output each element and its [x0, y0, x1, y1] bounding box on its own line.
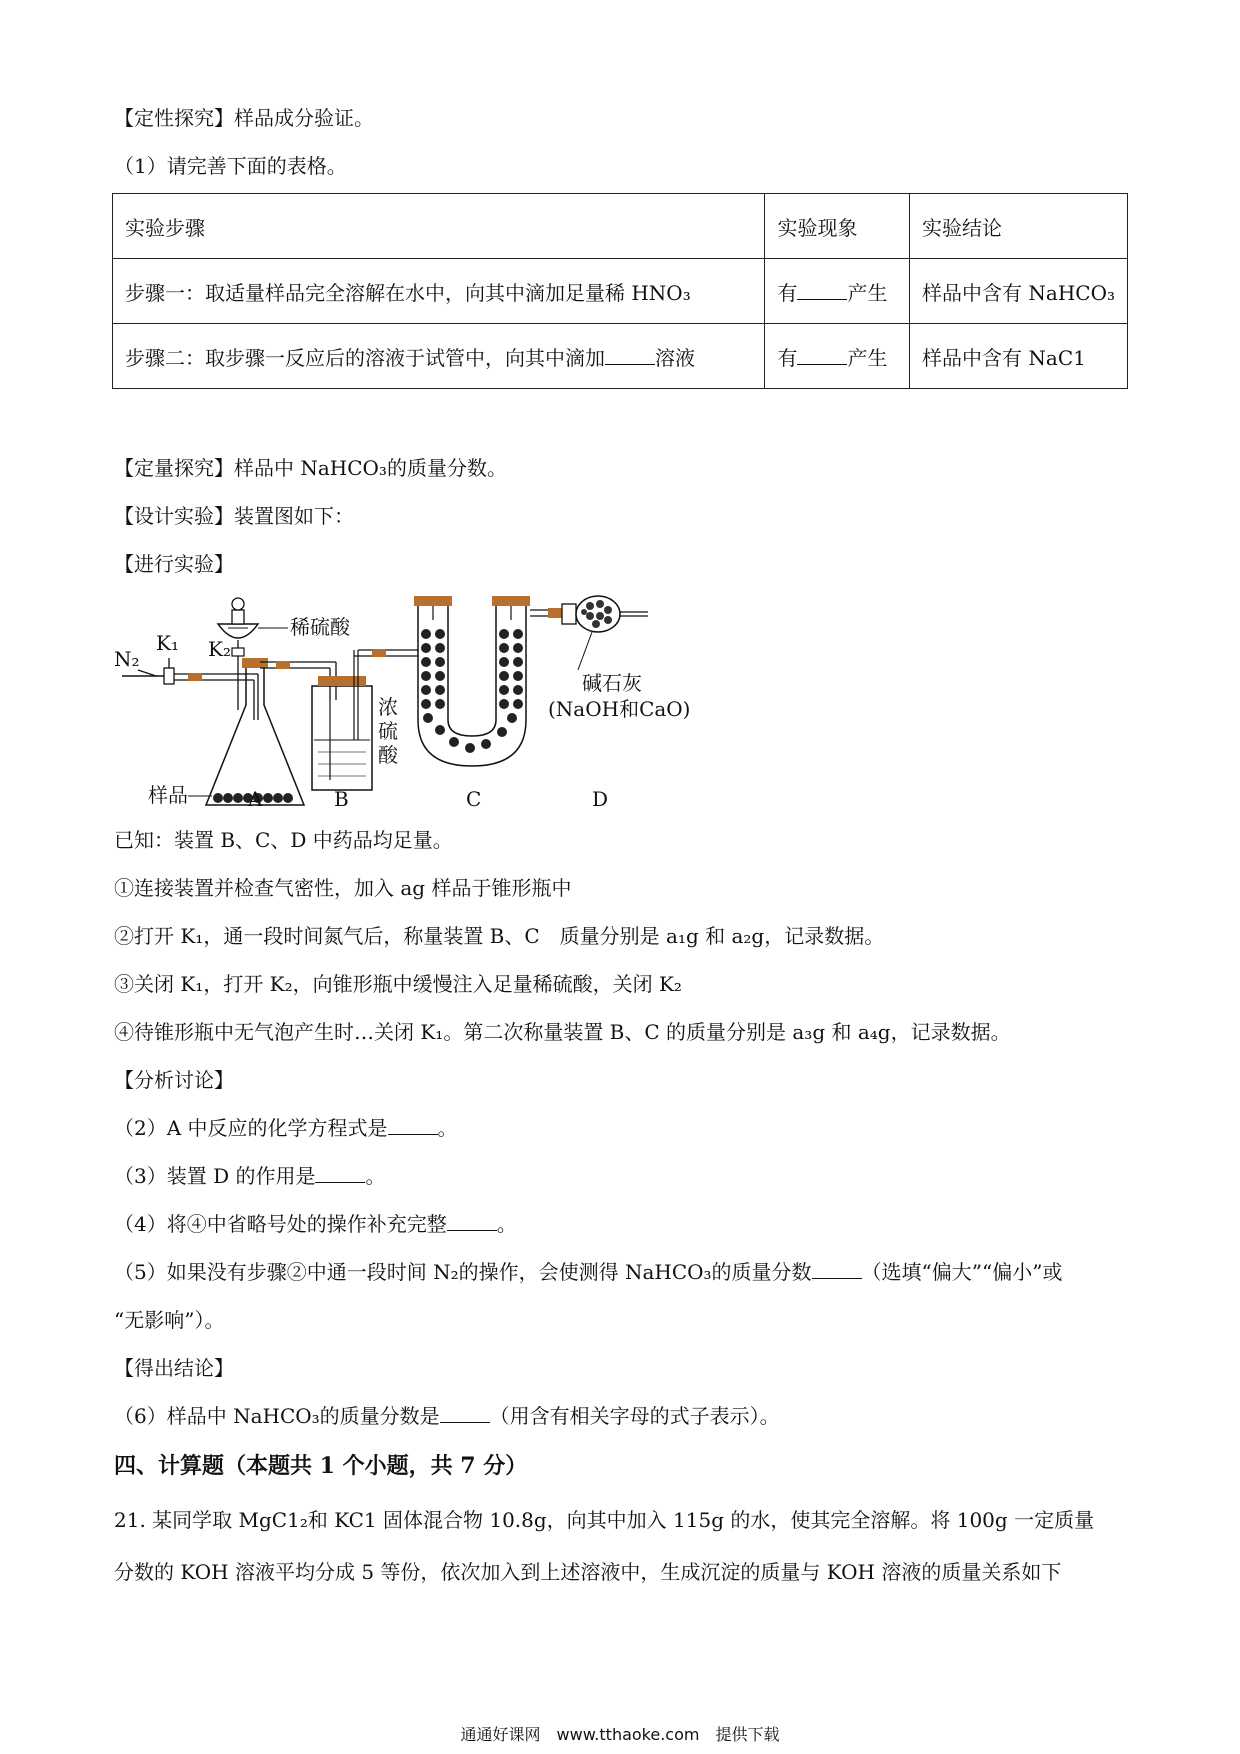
n2-label: N₂	[114, 647, 140, 671]
answer-blank[interactable]	[447, 1212, 497, 1231]
design-heading: 【设计实验】装置图如下：	[114, 504, 354, 528]
row1-step: 步骤一：取适量样品完全溶解在水中，向其中滴加足量稀 HNO₃	[113, 259, 765, 324]
q3-text: （3）装置 D 的作用是	[114, 1164, 316, 1188]
analysis-heading: 【分析讨论】	[114, 1068, 234, 1092]
header-steps: 实验步骤	[113, 194, 765, 259]
drying-tube	[562, 604, 576, 624]
answer-blank[interactable]	[440, 1404, 490, 1423]
row2-phenomenon	[765, 324, 910, 389]
k1-stopcock	[164, 668, 174, 684]
rubber-joint	[188, 673, 202, 681]
step-2: ②打开 K₁，通一段时间氮气后，称量装置 B、C 质量分别是 a₁g 和 a₂g，记录数据。	[114, 924, 885, 948]
erlenmeyer-flask	[206, 662, 304, 805]
table-header-row	[113, 194, 1128, 259]
k1-label: K₁	[156, 631, 179, 655]
question-5	[114, 1258, 1062, 1286]
u-tube	[418, 604, 526, 766]
question-4	[114, 1210, 517, 1238]
row2-step-post: 溶液	[655, 345, 695, 370]
row1-phenomenon	[765, 259, 910, 324]
row2-step	[113, 324, 765, 389]
q6-text: （6）样品中 NaHCO₃的质量分数是	[114, 1404, 440, 1428]
q4-end: 。	[496, 1212, 517, 1236]
perform-heading: 【进行实验】	[114, 552, 234, 576]
quantitative-heading: 【定量探究】样品中 NaHCO₃的质量分数。	[114, 456, 507, 480]
section-4-heading: 四、计算题（本题共 1 个小题，共 7 分）	[114, 1453, 528, 1479]
conclusion-heading: 【得出结论】	[114, 1356, 234, 1380]
question-21-line-1: 21. 某同学取 MgC1₂和 KC1 固体混合物 10.8g，向其中加入 115g 的水，使其完全溶解。将 100g 一定质量	[114, 1508, 1095, 1532]
question-1: （1）请完善下面的表格。	[114, 154, 347, 178]
conc-acid-1: 浓	[378, 695, 398, 719]
soda-lime-label: 碱石灰	[582, 671, 642, 695]
k2-label: K₂	[208, 637, 231, 661]
step-4: ④待锥形瓶中无气泡产生时…关闭 K₁。第二次称量装置 B、C 的质量分别是 a₃g 和 a₄g，记录数据。	[114, 1020, 1011, 1044]
row1-phen-pre: 有	[777, 280, 798, 305]
wash-bottle	[312, 686, 372, 790]
conc-acid-3: 酸	[378, 743, 398, 767]
q5-options: （选填“偏大”“偏小”或	[861, 1260, 1063, 1284]
q5-text: （5）如果没有步骤②中通一段时间 N₂的操作，会使测得 NaHCO₃的质量分数	[114, 1260, 812, 1284]
apparatus-diagram	[108, 590, 698, 810]
answer-blank[interactable]	[797, 346, 847, 365]
experiment-table	[112, 193, 1128, 389]
question-2	[114, 1114, 458, 1142]
answer-blank[interactable]	[388, 1116, 438, 1135]
question-3	[114, 1162, 385, 1190]
label-d: D	[592, 787, 609, 810]
table-row	[113, 259, 1128, 324]
answer-blank[interactable]	[812, 1260, 862, 1279]
q4-text: （4）将④中省略号处的操作补充完整	[114, 1212, 447, 1236]
step-1: ①连接装置并检查气密性，加入 ag 样品于锥形瓶中	[114, 876, 572, 900]
flask-stopper	[242, 658, 268, 668]
page-footer: 通通好课网 www.tthaoke.com 提供下载	[460, 1725, 780, 1744]
answer-blank[interactable]	[605, 346, 655, 365]
q2-end: 。	[437, 1116, 458, 1140]
q6-end: （用含有相关字母的式子表示）。	[489, 1404, 780, 1428]
u-tube-granules	[421, 629, 523, 753]
separatory-funnel	[218, 624, 258, 638]
conc-acid-2: 硫	[378, 719, 398, 743]
row2-conclusion: 样品中含有 NaC1	[910, 324, 1128, 389]
label-c: C	[466, 787, 482, 810]
known-text: 已知：装置 B、C、D 中药品均足量。	[114, 828, 453, 852]
dilute-acid-label: 稀硫酸	[290, 615, 350, 639]
qualitative-heading: 【定性探究】样品成分验证。	[114, 106, 374, 130]
label-b: B	[334, 787, 349, 810]
header-phenomenon: 实验现象	[765, 194, 910, 259]
step-3: ③关闭 K₁，打开 K₂，向锥形瓶中缓慢注入足量稀硫酸，关闭 K₂	[114, 972, 682, 996]
q3-end: 。	[365, 1164, 386, 1188]
answer-blank[interactable]	[315, 1164, 365, 1183]
row2-phen-pre: 有	[777, 345, 798, 370]
question-6	[114, 1402, 780, 1430]
answer-blank[interactable]	[797, 281, 847, 300]
header-conclusion: 实验结论	[910, 194, 1128, 259]
table-row	[113, 324, 1128, 389]
question-5-cont: “无影响”）。	[114, 1308, 225, 1332]
sample-label: 样品	[148, 783, 188, 807]
row2-phen-post: 产生	[847, 345, 888, 370]
row1-phen-post: 产生	[847, 280, 888, 305]
q2-text: （2）A 中反应的化学方程式是	[114, 1116, 388, 1140]
row1-conclusion: 样品中含有 NaHCO₃	[910, 259, 1128, 324]
label-a: A	[248, 787, 263, 810]
soda-lime-note: (NaOH和CaO)	[548, 697, 691, 721]
question-21-line-2: 分数的 KOH 溶液平均分成 5 等份，依次加入到上述溶液中，生成沉淀的质量与 KOH 溶液的质量关系如下	[114, 1560, 1062, 1584]
row2-step-pre: 步骤二：取步骤一反应后的溶液于试管中，向其中滴加	[125, 345, 605, 370]
